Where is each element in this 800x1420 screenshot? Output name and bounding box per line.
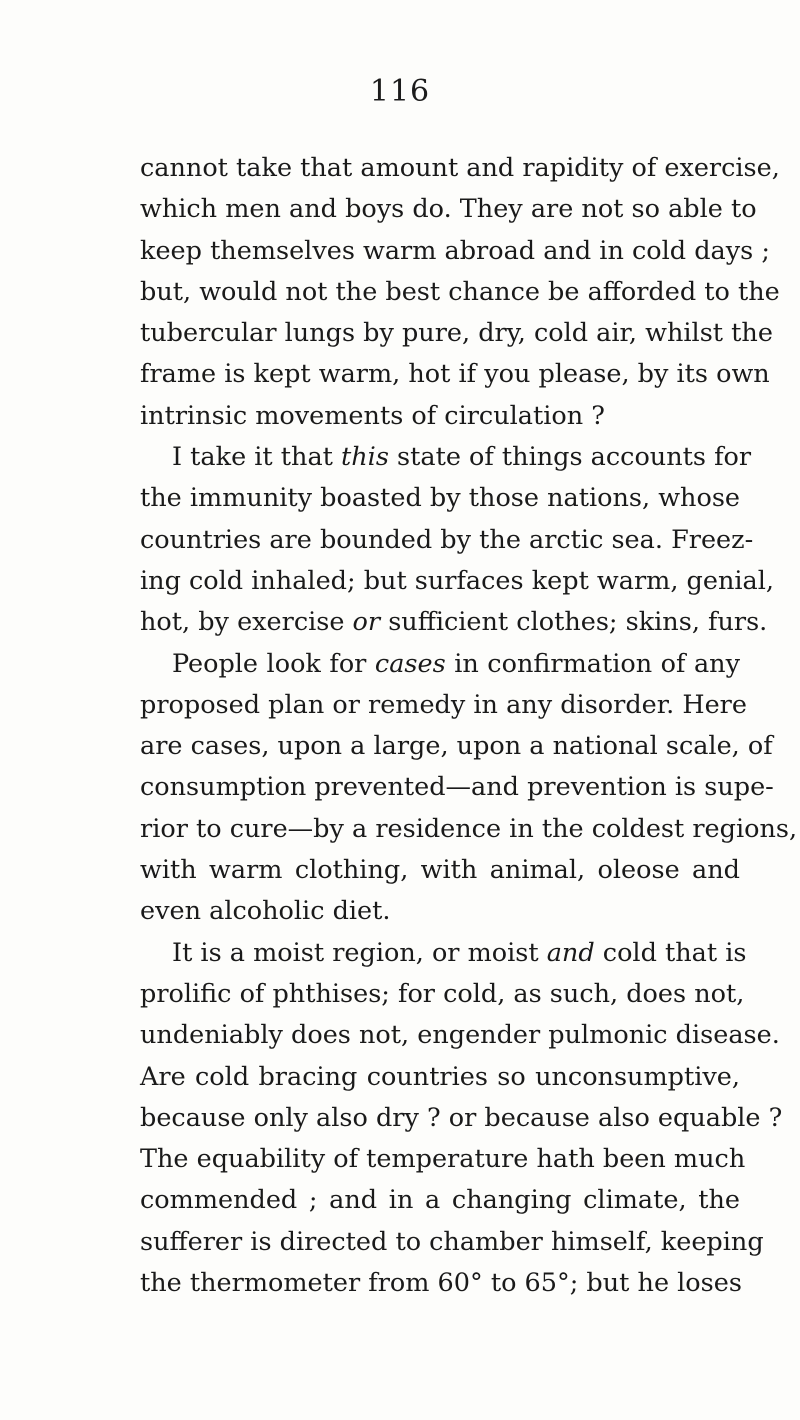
italic-word: and (546, 937, 595, 968)
text-line: are cases, upon a large, upon a national scale, of (140, 731, 773, 762)
italic-word: cases (374, 648, 446, 679)
text-run: cold that is (594, 937, 747, 968)
text-line: consumption prevented—and prevention is supe- (140, 772, 774, 803)
text-line: intrinsic movements of circulation ? (140, 400, 605, 431)
text-line: undeniably does not, engender pulmonic disease. (140, 1020, 780, 1051)
text-line: tubercular lungs by pure, dry, cold air, whilst the (140, 318, 773, 349)
text-line: countries are bounded by the arctic sea. Freez- (140, 524, 754, 555)
text-line: because only also dry ? or because also equable ? (140, 1102, 783, 1133)
text-line: frame is kept warm, hot if you please, by its own (140, 359, 770, 390)
text-line: keep themselves warm abroad and in cold days ; (140, 235, 770, 266)
text-line (140, 644, 740, 685)
text-line: proposed plan or remedy in any disorder. Here (140, 689, 747, 720)
text-run: sufficient clothes; skins, furs. (380, 607, 768, 638)
text-line: commended ; and in a changing climate, the (140, 1185, 740, 1216)
italic-word: or (352, 607, 381, 638)
text-line: prolific of phthises; for cold, as such, does not, (140, 978, 745, 1009)
text-line: Are cold bracing countries so unconsumptive, (140, 1061, 740, 1092)
text-line: with warm clothing, with animal, oleose and (140, 855, 740, 886)
text-line: rior to cure—by a residence in the coldest regions, (140, 813, 798, 844)
text-line (140, 437, 752, 478)
text-line: The equability of temperature hath been much (140, 1144, 746, 1175)
text-line: even alcoholic diet. (140, 896, 391, 927)
italic-word: this (341, 442, 389, 473)
text-run: state of things accounts for (388, 442, 752, 473)
text-run: I take it that (172, 442, 342, 473)
text-line (140, 933, 747, 974)
text-line: but, would not the best chance be afforded to the (140, 276, 780, 307)
body-text (140, 148, 798, 1304)
text-line: cannot take that amount and rapidity of exercise, (140, 153, 780, 183)
text-line (140, 602, 768, 643)
text-line: the thermometer from 60° to 65°; but he loses (140, 1268, 742, 1299)
text-run: hot, by exercise (140, 607, 353, 638)
text-run: People look for (172, 648, 375, 679)
text-line: which men and boys do. They are not so able to (140, 194, 757, 225)
text-run: in confirmation of any (445, 648, 741, 679)
text-line: ing cold inhaled; but surfaces kept warm, genial, (140, 565, 774, 596)
text-run: It is a moist region, or moist (172, 937, 547, 968)
text-line: sufferer is directed to chamber himself, keeping (140, 1226, 764, 1257)
page-number: 116 (369, 74, 431, 109)
text-line: the immunity boasted by those nations, whose (140, 483, 740, 514)
